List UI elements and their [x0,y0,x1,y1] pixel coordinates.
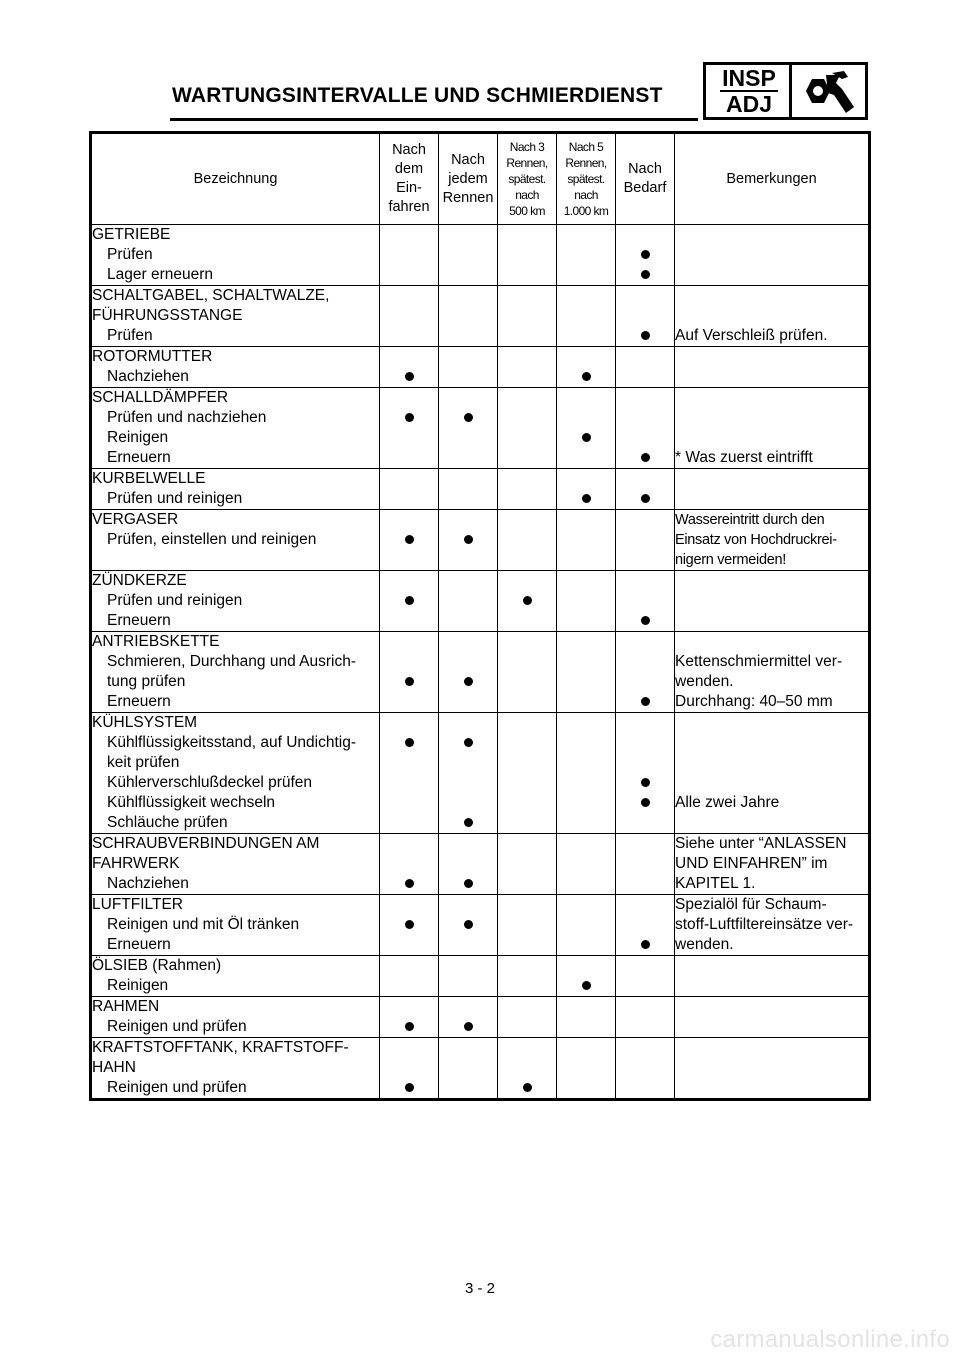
interval-cell [380,632,439,713]
interval-cell [498,1038,557,1100]
remark-text: Wassereintritt durch den [675,512,825,528]
column-header [91,133,380,225]
item-task: keit prüfen [107,754,180,771]
item-task: Reinigen [107,429,169,446]
item-task: Reinigen und mit Öl tränken [107,916,300,933]
remark-text [675,1017,868,1037]
interval-cell [439,1038,498,1100]
item-task: Prüfen und reinigen [107,592,243,609]
table-row [91,997,870,1038]
maintenance-table [89,131,871,1101]
table-row [91,571,870,632]
interval-cell [380,895,439,956]
column-header-line: spätest. [508,172,546,186]
interval-cell [439,956,498,997]
interval-cell [616,895,675,956]
badge-text [709,65,792,117]
column-header-line: Rennen, [565,156,607,170]
interval-cell [380,225,439,286]
item-cell [91,834,380,895]
insp-adj-badge [703,62,868,120]
remark-text [675,306,868,326]
check-dot-icon [405,1022,414,1031]
interval-cell [557,713,616,834]
column-header-line: nach [515,188,539,202]
item-task: Erneuern [107,449,171,466]
item-cell [91,510,380,571]
table-row [91,1038,870,1100]
item-task: tung prüfen [107,673,186,690]
item-task: Prüfen, einstellen und reinigen [107,531,317,548]
item-heading [92,550,379,570]
interval-cell [498,225,557,286]
interval-cell [439,895,498,956]
item-heading: SCHALLDÄMPFER [92,389,229,406]
item-task: Prüfen und nachziehen [107,409,267,426]
interval-cell [380,571,439,632]
watermark: carmanualsonline.info [710,1326,950,1353]
remark-text [675,245,868,265]
column-header [616,133,675,225]
interval-cell [439,510,498,571]
remark-text [675,773,868,793]
interval-cell [439,571,498,632]
remark-text: stoff-Luftfiltereinsätze ver- [675,916,854,933]
table-body [91,225,870,1100]
item-heading: RAHMEN [92,998,160,1015]
remark-text [675,571,868,591]
check-dot-icon [405,920,414,929]
column-header-line: Ein- [396,180,422,196]
interval-cell [439,225,498,286]
table-row [91,956,870,997]
interval-cell [616,1038,675,1100]
table-row [91,632,870,713]
remark-text [675,632,868,652]
column-header-line: Bemerkungen [726,170,817,187]
check-dot-icon [464,920,473,929]
item-cell [91,571,380,632]
column-header-line: 500 km [509,204,545,218]
remark-text [675,713,868,733]
interval-cell [557,834,616,895]
item-task: Kühlflüssigkeitsstand, auf Undichtig- [107,734,356,751]
item-heading: SCHALTGABEL, SCHALTWALZE, [92,287,330,304]
item-cell [91,388,380,469]
interval-cell [439,834,498,895]
remark-cell [675,571,870,632]
column-header [439,133,498,225]
interval-cell [380,388,439,469]
remark-text: KAPITEL 1. [675,875,756,892]
item-task: Reinigen und prüfen [107,1079,247,1096]
item-task: Nachziehen [107,368,189,385]
item-heading: VERGASER [92,511,179,528]
page-number: 3 - 2 [464,1280,495,1297]
interval-cell [498,388,557,469]
column-header-line: dem [394,161,424,177]
interval-cell [380,347,439,388]
check-dot-icon [405,677,414,686]
remark-text [675,976,868,996]
title-rule [170,118,698,121]
column-header-line: Nach 3 [509,140,545,154]
item-cell [91,347,380,388]
interval-cell [616,834,675,895]
item-task: Prüfen [107,246,153,263]
interval-cell [616,347,675,388]
remark-text: Durchhang: 40–50 mm [675,693,833,710]
interval-cell [498,510,557,571]
interval-cell [557,895,616,956]
remark-text [675,367,868,387]
item-task: Schmieren, Durchhang und Ausrich- [107,653,356,670]
check-dot-icon [405,1083,414,1092]
check-dot-icon [464,413,473,422]
remark-text [675,956,868,976]
item-heading: KÜHLSYSTEM [92,714,198,731]
interval-cell [439,469,498,510]
interval-cell [380,997,439,1038]
remark-text: Siehe unter “ANLASSEN [675,835,847,852]
table-row [91,225,870,286]
item-heading: ANTRIEBSKETTE [92,633,220,650]
column-header-line: fahren [388,199,430,215]
interval-cell [557,571,616,632]
table-row [91,834,870,895]
interval-cell [616,286,675,347]
remark-text [675,225,868,245]
item-task: Erneuern [107,693,171,710]
item-task: Kühlerverschlußdeckel prüfen [107,774,313,791]
check-dot-icon [523,1083,532,1092]
item-cell [91,286,380,347]
check-dot-icon [464,818,473,827]
remark-text: UND EINFAHREN” im [675,855,828,872]
item-heading: ZÜNDKERZE [92,572,187,589]
interval-cell [616,997,675,1038]
check-dot-icon [405,535,414,544]
interval-cell [557,956,616,997]
check-dot-icon [464,1022,473,1031]
check-dot-icon [582,433,591,442]
remark-text: nigern vermeiden! [675,552,786,568]
interval-cell [557,632,616,713]
item-cell [91,956,380,997]
wrench-nut-icon [792,67,864,115]
interval-cell [616,510,675,571]
column-header-line: nach [574,188,598,202]
column-header-line: Nach [451,151,485,168]
column-header-line: Rennen [442,189,494,206]
item-task: Prüfen [107,327,153,344]
check-dot-icon [464,677,473,686]
interval-cell [380,713,439,834]
column-header-line: Bezeichnung [193,170,278,187]
interval-cell [557,388,616,469]
interval-cell [557,347,616,388]
remark-cell [675,713,870,834]
remark-text: Spezialöl für Schaum- [675,896,827,913]
remark-text: * Was zuerst eintrifft [675,449,813,466]
item-cell [91,469,380,510]
interval-cell [439,388,498,469]
column-header-line: jedem [448,170,488,187]
item-heading: KRAFTSTOFFTANK, KRAFTSTOFF- [92,1039,349,1056]
remark-text [675,286,868,306]
column-header [557,133,616,225]
item-task: Kühlflüssigkeit wechseln [107,794,276,811]
remark-text: Kettenschmiermittel ver- [675,653,843,670]
item-task: Nachziehen [107,875,189,892]
interval-cell [616,632,675,713]
remark-cell [675,997,870,1038]
check-dot-icon [523,596,532,605]
column-header-line: spätest. [567,172,605,186]
item-heading: ÖLSIEB (Rahmen) [92,957,222,974]
item-task: Erneuern [107,936,171,953]
check-dot-icon [641,940,650,949]
remark-text [675,813,868,833]
check-dot-icon [641,494,650,503]
page-title: WARTUNGSINTERVALLE UND SCHMIERDIENST [172,84,663,107]
item-task: Lager erneuern [107,266,213,283]
check-dot-icon [582,372,591,381]
remark-text [675,1078,868,1098]
item-cell [91,997,380,1038]
remark-cell [675,286,870,347]
table-row [91,895,870,956]
remark-text [675,388,868,408]
interval-cell [616,956,675,997]
item-task: Schläuche prüfen [107,814,228,831]
column-header-line: Nach [628,161,662,177]
remark-cell [675,469,870,510]
table-row [91,713,870,834]
remark-text [675,408,868,428]
interval-cell [498,895,557,956]
column-header-line: Nach [392,142,426,158]
item-heading: HAHN [92,1059,136,1076]
check-dot-icon [641,697,650,706]
remark-cell [675,1038,870,1100]
item-cell [91,713,380,834]
interval-cell [439,997,498,1038]
column-header [675,133,870,225]
table-row [91,510,870,571]
item-task: Erneuern [107,612,171,629]
check-dot-icon [464,535,473,544]
check-dot-icon [641,778,650,787]
remark-text [675,265,868,285]
item-cell [91,225,380,286]
remark-cell [675,225,870,286]
remark-cell [675,510,870,571]
check-dot-icon [582,494,591,503]
item-heading: ROTORMUTTER [92,348,213,365]
interval-cell [380,286,439,347]
remark-cell [675,347,870,388]
interval-cell [557,225,616,286]
check-dot-icon [582,981,591,990]
item-heading: FÜHRUNGSSTANGE [92,307,243,324]
remark-text [675,347,868,367]
remark-text [675,428,868,448]
interval-cell [380,956,439,997]
interval-cell [498,469,557,510]
interval-cell [380,834,439,895]
remark-cell [675,834,870,895]
remark-text [675,469,868,489]
table-row [91,388,870,469]
interval-cell [616,388,675,469]
interval-cell [498,997,557,1038]
item-cell [91,632,380,713]
interval-cell [616,469,675,510]
column-header-line: Rennen, [506,156,548,170]
item-heading: SCHRAUBVERBINDUNGEN AM [92,835,320,852]
remark-text: wenden. [675,936,734,953]
check-dot-icon [641,798,650,807]
column-header-line: Nach 5 [568,140,604,154]
check-dot-icon [641,331,650,340]
item-heading: FAHRWERK [92,855,180,872]
interval-cell [439,347,498,388]
interval-cell [557,997,616,1038]
item-heading: KURBELWELLE [92,470,206,487]
interval-cell [439,632,498,713]
interval-cell [616,713,675,834]
interval-cell [557,469,616,510]
item-task: Prüfen und reinigen [107,490,243,507]
remark-text [675,1058,868,1078]
remark-cell [675,956,870,997]
badge-line1: INSP [722,65,776,91]
column-header-line: 1.000 km [563,204,609,218]
interval-cell [439,713,498,834]
check-dot-icon [641,250,650,259]
check-dot-icon [405,738,414,747]
interval-cell [380,510,439,571]
remark-text [675,489,868,509]
remark-text [675,753,868,773]
remark-cell [675,388,870,469]
remark-text [675,1038,868,1058]
interval-cell [380,469,439,510]
interval-cell [380,1038,439,1100]
check-dot-icon [464,738,473,747]
remark-text: Alle zwei Jahre [675,794,780,811]
remark-text [675,997,868,1017]
interval-cell [498,834,557,895]
remark-text: Auf Verschleiß prüfen. [675,327,828,344]
check-dot-icon [641,616,650,625]
column-header [498,133,557,225]
interval-cell [439,286,498,347]
check-dot-icon [405,596,414,605]
remark-cell [675,632,870,713]
column-header [380,133,439,225]
item-heading: GETRIEBE [92,226,171,243]
interval-cell [498,713,557,834]
remark-text [675,591,868,611]
interval-cell [616,571,675,632]
interval-cell [616,225,675,286]
remark-text [675,733,868,753]
table-row [91,469,870,510]
badge-line2: ADJ [725,91,772,117]
check-dot-icon [405,372,414,381]
column-header-line: Bedarf [623,180,667,196]
table-row [91,347,870,388]
interval-cell [557,510,616,571]
remark-text [675,611,868,631]
item-cell [91,1038,380,1100]
interval-cell [557,286,616,347]
interval-cell [498,347,557,388]
check-dot-icon [405,413,414,422]
check-dot-icon [641,453,650,462]
table-header [91,133,870,225]
remark-cell [675,895,870,956]
item-heading: LUFTFILTER [92,896,183,913]
check-dot-icon [641,270,650,279]
table-row [91,286,870,347]
item-task: Reinigen und prüfen [107,1018,247,1035]
check-dot-icon [405,879,414,888]
interval-cell [557,1038,616,1100]
interval-cell [498,286,557,347]
interval-cell [498,632,557,713]
interval-cell [498,571,557,632]
item-task: Reinigen [107,977,169,994]
remark-text: wenden. [675,673,734,690]
item-cell [91,895,380,956]
check-dot-icon [464,879,473,888]
remark-text: Einsatz von Hochdruckrei- [675,532,837,548]
interval-cell [498,956,557,997]
